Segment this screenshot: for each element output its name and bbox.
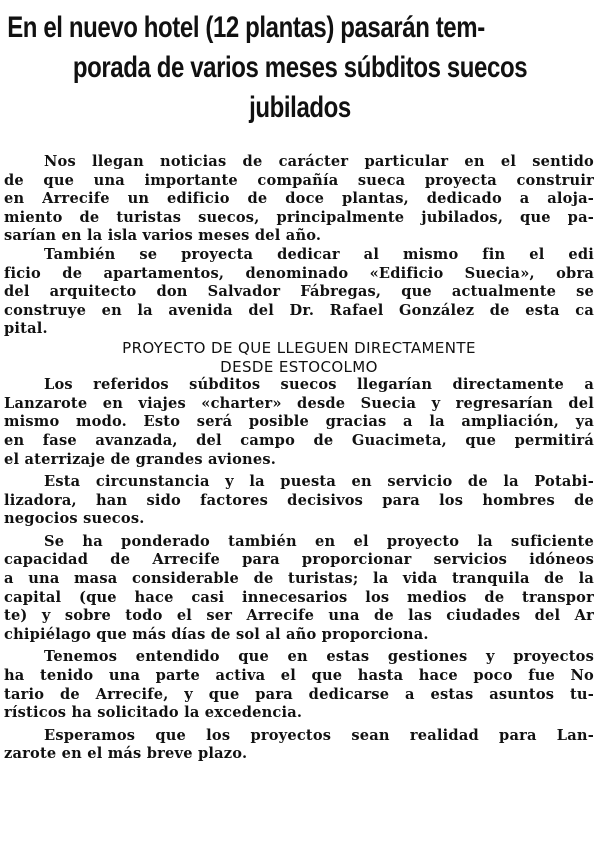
text-line: negocios suecos. — [4, 510, 145, 528]
text-line: chipiélago que más días de sol al año proporciona. — [4, 625, 429, 643]
text-line: de que una importante compañía sueca proyecta construir — [4, 171, 594, 189]
text-line: en Arrecife un edificio de doce plantas, dedicado a aloja- — [4, 190, 594, 208]
paragraph — [4, 376, 594, 469]
paragraph — [4, 727, 594, 764]
text-line: lizadora, han sido factores decisivos para los hombres de — [4, 491, 594, 509]
text-line: miento de turistas suecos, principalmente jubilados, que pa- — [4, 208, 594, 226]
text-line: Lanzarote en viajes «charter» desde Suecia y regresarían del — [4, 394, 594, 412]
text-line: rísticos ha solicitado la excedencia. — [4, 704, 303, 722]
paragraph — [4, 533, 594, 645]
text-line: en fase avanzada, del campo de Guacimeta, que permitirá — [4, 431, 594, 449]
text-line: sarían en la isla varios meses del año. — [4, 227, 322, 245]
text-line: Los referidos súbditos suecos llegarían directamente a — [44, 376, 594, 394]
text-line: Nos llegan noticias de carácter particular en el sentido — [44, 153, 594, 170]
subheading-line: PROYECTO DE QUE LLEGUEN DIRECTAMENTE — [122, 338, 476, 357]
text-line: ficio de apartamentos, denominado «Edificio Suecia», obra — [4, 264, 594, 282]
text-line: Tenemos entendido que en estas gestiones y proyectos — [44, 648, 594, 666]
text-line: mismo modo. Esto será posible gracias a la ampliación, ya — [4, 413, 594, 431]
paragraph — [4, 153, 594, 246]
paragraph — [4, 473, 594, 529]
text-line: el aterrizaje de grandes aviones. — [4, 450, 277, 468]
subheading-line: DESDE ESTOCOLMO — [220, 357, 378, 376]
text-line: capacidad de Arrecife para proporcionar servicios idóneos — [4, 551, 594, 569]
subheading — [4, 339, 594, 376]
headline-line: porada de varios meses súbditos suecos — [72, 51, 528, 84]
article-body — [4, 153, 594, 764]
text-line: del arquitecto don Salvador Fábregas, que actualmente se — [4, 283, 594, 301]
headline — [7, 8, 537, 128]
text-line: capital (que hace casi innecesarios los medios de transpor — [4, 588, 594, 606]
text-line: a una masa considerable de turistas; la vida tranquila de la — [4, 570, 594, 588]
text-line: zarote en el más breve plazo. — [4, 745, 248, 763]
text-line: te) y sobre todo el ser Arrecife una de las ciudades del Ar — [4, 607, 594, 625]
headline-line: jubilados — [249, 91, 351, 124]
headline-line: En el nuevo hotel (12 plantas) pasarán tem- — [7, 11, 485, 44]
text-line: Esperamos que los proyectos sean realidad para Lan- — [44, 726, 594, 744]
paragraph — [4, 246, 594, 339]
text-line: Esta circunstancia y la puesta en servicio de la Potabi- — [44, 473, 594, 491]
text-line: Se ha ponderado también en el proyecto la suficiente — [44, 532, 594, 550]
text-line: construye en la avenida del Dr. Rafael González de esta ca — [4, 301, 594, 319]
paragraph — [4, 648, 594, 722]
text-line: También se proyecta dedicar al mismo fin el edi — [44, 245, 594, 263]
text-line: pital. — [4, 320, 48, 338]
text-line: ha tenido una parte activa el que hasta hace poco fue No — [4, 667, 594, 685]
text-line: tario de Arrecife, y que para dedicarse a estas asuntos tu- — [4, 685, 594, 703]
